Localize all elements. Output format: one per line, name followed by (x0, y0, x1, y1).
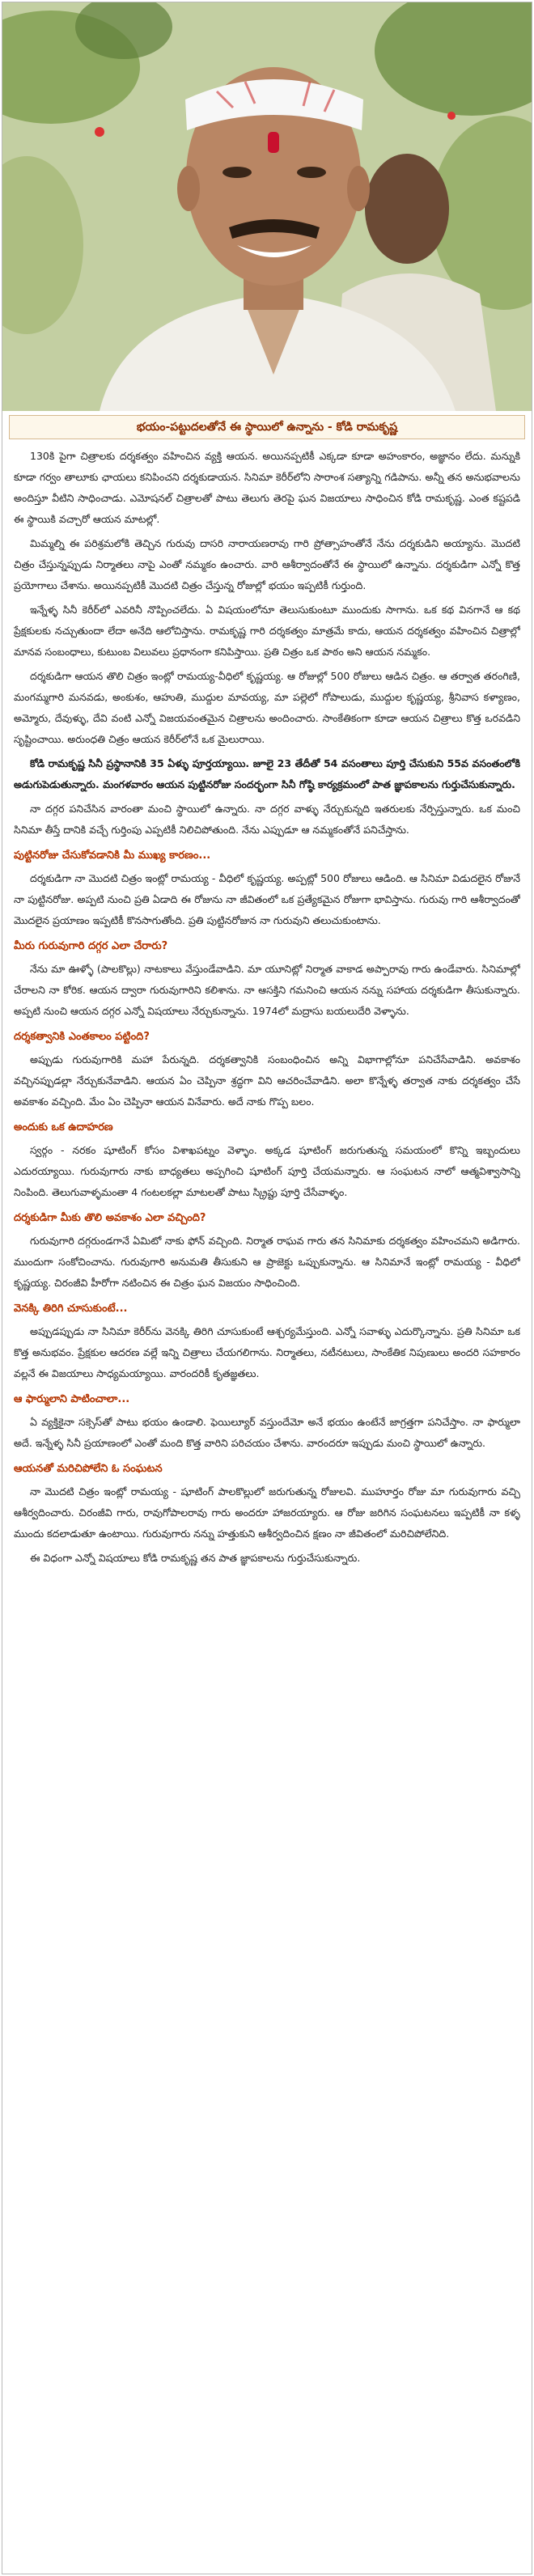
subheading-8: ఆయనతో మరిచిపోలేని ఓ సంఘటన (14, 1463, 163, 1475)
paragraph-11: గురువుగారి దగ్గరుండగానే ఏమిటో నాకు ఫోన్ వచ్చింది. నిర్మాత రాఘవ గారు తన సినిమాకు దర్శకత్వం వహించమని అడిగారు. ముందుగా సంకోచించాను. గురువుగారి అనుమతి తీసుకుని ఆ ప్రాజెక్టు ఒప్పుకున్నాను. ఆ సినిమానే ఇంట్లో రామయ్య - వీధిలో కృష్ణయ్య. చిరంజీవి హీరోగా నటించిన ఈ చిత్రం ఘన విజయం సాధించింది. (14, 1235, 520, 1289)
paragraph-15: ఈ విధంగా ఎన్నో విషయాలు కోడి రామకృష్ణ తన పాత జ్ఞాపకాలను గుర్తుచేసుకున్నారు. (30, 1552, 361, 1564)
headline-box (9, 415, 525, 439)
paragraph-1: 130కి పైగా చిత్రాలకు దర్శకత్వం వహించిన వ్యక్తి ఆయన. అయినప్పటికీ ఎక్కడా కూడా అహంకారం, అజ్ఞానం లేదు. మన్నుకి కూడా గర్వం తాలూకు ఛాయలు కనిపించని దర్శకుడాయన. సినిమా కెరీర్‌లోని సారాంశ సత్యాన్ని గడిపాను. అన్నీ తన అనుభవాలను అందిస్తూ వీటిని సాధించాడు. ఎమోషనల్ చిత్రాలతో పాటు తెలుగు తెరపై ఘన విజయాలు సాధించిన కోడి రామకృష్ణ. ఎంత కష్టపడి ఈ స్థాయికి వచ్చారో ఆయన మాటల్లో. (14, 450, 520, 525)
subheading-5: దర్శకుడిగా మీకు తొలి అవకాశం ఎలా వచ్చింది? (14, 1212, 206, 1224)
paragraph-10: స్వర్గం - నరకం షూటింగ్ కోసం విశాఖపట్నం వెళ్ళాం. అక్కడ షూటింగ్ జరుగుతున్న సమయంలో కొన్ని ఇబ్బందులు ఎదురయ్యాయి. గురువుగారు నాకు బాధ్యతలు అప్పగించి షూటింగ్ పూర్తి చేయమన్నారు. ఆ సంఘటన నాలో ఆత్మవిశ్వాసాన్ని నింపింది. తెలుగువాళ్ళమంతా 4 గంటలకల్లా మాటలతో పాటు స్క్రిప్టు పూర్తి చేసేవాళ్ళం. (14, 1144, 520, 1198)
portrait-illustration (2, 2, 532, 411)
paragraph-6: నా దగ్గర పనిచేసిన వారంతా మంచి స్థాయిలో ఉన్నారు. నా దగ్గర వాళ్ళు నేర్చుకున్నది ఇతరులకు నేర్పిస్తున్నారు. ఒక మంచి సినిమా తీస్తే దానికి వచ్చే గుర్తింపు ఎప్పటికీ నిలిచిపోతుంది. నేను ఎప్పుడూ ఆ నమ్మకంతోనే పనిచేస్తాను. (14, 803, 520, 836)
paragraph-5: కోడి రామకృష్ణ సినీ ప్రస్థానానికి 35 ఏళ్ళు పూర్తయ్యాయి. జూలై 23 తేదీతో 54 వసంతాలు పూర్తి చేసుకుని 55వ వసంతంలోకి అడుగుపెడుతున్నారు. మంగళవారం ఆయన పుట్టినరోజు సందర్భంగా సినీ గోష్ఠి కార్యక్రమంలో పాత జ్ఞాపకాలను గుర్తుచేసుకున్నారు. (14, 757, 520, 790)
paragraph-13: ఏ వ్యక్తికైనా సక్సెస్‌తో పాటు భయం ఉండాలి. ఫెయిల్యూర్ వస్తుందేమో అనే భయం ఉంటేనే జాగ్రత్తగా పనిచేస్తాం. నా ఫార్ములా అదే. ఇన్నేళ్ళ సినీ ప్రయాణంలో ఎంతో మంది కొత్త వారిని పరిచయం చేశాను. వారందరూ ఇప్పుడు మంచి స్థాయిలో ఉన్నారు. (14, 1416, 520, 1449)
headline: భయం-పట్టుదలతోనే ఈ స్థాయిలో ఉన్నాను - కోడి రామకృష్ణ (136, 421, 398, 434)
paragraph-12: అప్పుడప్పుడు నా సినిమా కెరీర్‌ను వెనక్కి తిరిగి చూసుకుంటే ఆశ్చర్యమేస్తుంది. ఎన్నో సవాళ్ళు ఎదుర్కొన్నాను. ప్రతి సినిమా ఒక కొత్త అనుభవం. ప్రేక్షకుల ఆదరణ వల్లే ఇన్ని చిత్రాలు చేయగలిగాను. నిర్మాతలు, నటీనటులు, సాంకేతిక నిపుణులు అందరి సహకారం వల్లనే ఈ విజయాలు సాధ్యమయ్యాయి. వారందరికీ కృతజ్ఞతలు. (14, 1325, 520, 1379)
paragraph-14: నా మొదటి చిత్రం ఇంట్లో రామయ్య - షూటింగ్ పాలకొల్లులో జరుగుతున్న రోజులవి. ముహూర్తం రోజు మా గురువుగారు వచ్చి ఆశీర్వదించారు. చిరంజీవి గారు, రావుగోపాలరావు గారు అందరూ హాజరయ్యారు. ఆ రోజు జరిగిన సంఘటనలు ఇప్పటికీ నా కళ్ళ ముందు కదలాడుతూ ఉంటాయి. గురువుగారు నన్ను హత్తుకుని ఆశీర్వదించిన క్షణం నా జీవితంలో మరిచిపోలేనిది. (14, 1485, 520, 1540)
paragraph-2: మిమ్మల్ని ఈ పరిశ్రమలోకి తెచ్చిన గురువు దాసరి నారాయణరావు గారి ప్రోత్సాహంతోనే నేను దర్శకుడిని అయ్యాను. మొదటి చిత్రం చేస్తున్నప్పుడు నిర్మాతలు నాపై ఎంతో నమ్మకం ఉంచారు. వారి ఆశీర్వాదంతోనే ఈ స్థాయిలో ఉన్నాను. దర్శకుడిగా ఎన్నో కొత్త ప్రయోగాలు చేశాను. అయినప్పటికీ మొదటి చిత్రం చేస్తున్న రోజుల్లో భయం ఇప్పటికీ గుర్తుంది. (14, 537, 520, 591)
article-body (14, 446, 520, 2565)
paragraph-9: అప్పుడు గురువుగారికి మహా పేరున్నది. దర్శకత్వానికి సంబంధించిన అన్ని విభాగాల్లోనూ పనిచేసేవాడిని. అవకాశం వచ్చినప్పుడల్లా నేర్చుకునేవాడిని. ఆయన ఏం చెప్పినా శ్రద్ధగా విని ఆచరించేవాడిని. అలా కొన్నేళ్ళ తర్వాత నాకు దర్శకత్వం చేసే అవకాశం వచ్చింది. మేం ఏం చెప్పినా ఆయన వినేవారు. అదే నాకు గొప్ప బలం. (14, 1053, 520, 1108)
portrait-photo (2, 2, 532, 411)
subheading-6: వెనక్కి తిరిగి చూసుకుంటే... (14, 1303, 128, 1315)
paragraph-8: నేను మా ఊళ్ళో (పాలకొల్లు) నాటకాలు వేస్తుండేవాడిని. మా యూనిట్లో నిర్మాత వాకాడ అప్పారావు గారు ఉండేవారు. సినిమాల్లో చేరాలని నా కోరిక. ఆయన ద్వారా గురువుగారిని కలిశాను. నా ఆసక్తిని గమనించి ఆయన నన్ను సహాయ దర్శకుడిగా తీసుకున్నారు. అప్పటి నుంచి ఆయన దగ్గర ఎన్నో విషయాలు నేర్చుకున్నాను. 1974లో మద్రాసు బయలుదేరి వెళ్ళాను. (14, 963, 520, 1017)
paragraph-3: ఇన్నేళ్ళ సినీ కెరీర్‌లో ఎవరినీ నొప్పించలేదు. ఏ విషయంలోనూ తెలుసుకుంటూ ముందుకు సాగాను. ఒక కథ వినగానే ఆ కథ ప్రేక్షకులకు నచ్చుతుందా లేదా అనేది ఆలోచిస్తాను. రామకృష్ణ గారి దర్శకత్వం మాత్రమే కాదు, ఆయన దర్శకత్వం వహించిన చిత్రాల్లో మానవ సంబంధాలు, కుటుంబ విలువలు ప్రధానంగా కనిపిస్తాయి. ప్రతి చిత్రం ఒక పాఠం అని ఆయన నమ్మకం. (14, 604, 520, 658)
subheading-4: అందుకు ఒక ఉదాహరణ (14, 1121, 113, 1133)
paragraph-4: దర్శకుడిగా ఆయన తొలి చిత్రం ఇంట్లో రామయ్య-వీధిలో కృష్ణయ్య. ఆ రోజుల్లో 500 రోజులు ఆడిన చిత్రం. ఆ తర్వాత తరంగిణి, మంగమ్మగారి మనవడు, అంకుశం, ఆహుతి, ముద్దుల మావయ్య, మా పల్లెలో గోపాలుడు, ముద్దుల కృష్ణయ్య, శ్రీనివాస కళ్యాణం, అమ్మోరు, దేవుళ్ళు, దేవి వంటి ఎన్నో విజయవంతమైన చిత్రాలను అందించారు. సాంకేతికంగా కూడా ఆయన చిత్రాలు కొత్త ఒరవడిని సృష్టించాయి. అరుంధతి చిత్రం ఆయన కెరీర్‌లోనే ఒక మైలురాయి. (14, 670, 520, 745)
article-frame (2, 2, 532, 2574)
subheading-1: పుట్టినరోజు చేసుకోవడానికి మీ ముఖ్య కారణం... (14, 849, 211, 862)
paragraph-7: దర్శకుడిగా నా మొదటి చిత్రం ఇంట్లో రామయ్య - వీధిలో కృష్ణయ్య. అప్పట్లో 500 రోజులు ఆడింది. ఆ సినిమా విడుదలైన రోజునే నా పుట్టినరోజు. అప్పటి నుంచి ప్రతి ఏడాది ఈ రోజును నా జీవితంలో ఒక ప్రత్యేకమైన రోజుగా భావిస్తాను. గురువు గారి ఆశీర్వాదంతో మొదలైన ప్రయాణం ఇప్పటికీ కొనసాగుతోంది. ప్రతి పుట్టినరోజున నా గురువుని తలుచుకుంటాను. (14, 872, 520, 926)
subheading-2: మీరు గురువుగారి దగ్గర ఎలా చేరారు? (14, 940, 168, 952)
subheading-3: దర్శకత్వానికి ఎంతకాలం పట్టింది? (14, 1031, 150, 1043)
subheading-7: ఆ ఫార్ములాని పాటించాలా... (14, 1393, 130, 1405)
